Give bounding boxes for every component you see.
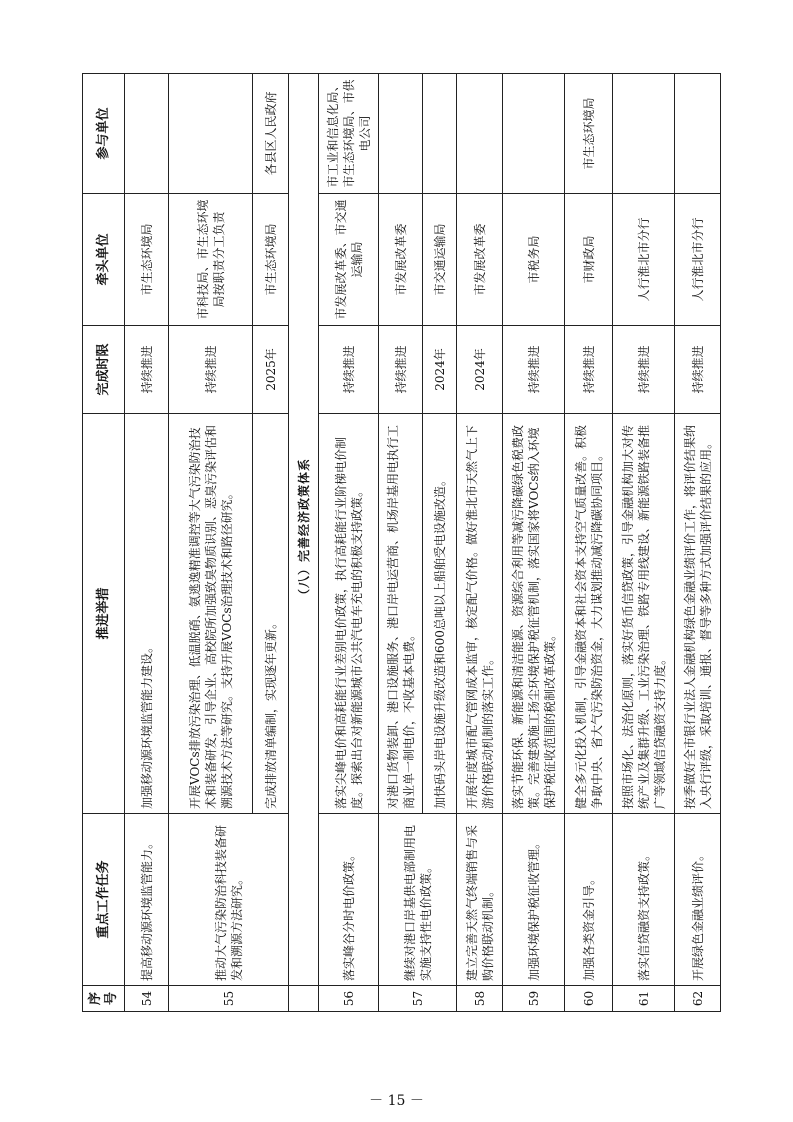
row-task: 加强环境保护税征收管理。 (503, 814, 565, 986)
table-header-row (83, 74, 125, 1012)
header-no: 序号 (83, 986, 125, 1012)
row-no: 60 (565, 986, 613, 1012)
row-measure: 落实尖峰电价和高耗能行业差别电价政策，执行高耗能行业阶梯电价制度。探索出台对新能源城市公共汽电车充电的积极支持政策。 (319, 414, 379, 814)
row-measure: 健全多元化投入机制，引导金融资本和社会资本支持空气质量改善。积极争取中央、省大气污染防治资金，大力谋划推动减污降碳协同项目。 (565, 414, 613, 814)
row-participants (379, 74, 423, 194)
row-task: 推动大气污染防治科技装备研发和溯源方法研究。 (169, 814, 289, 986)
row-deadline: 持续推进 (319, 326, 379, 414)
row-no: 62 (675, 986, 721, 1012)
row-task: 继续对港口岸基供电部制用电实施支持性电价政策。 (379, 814, 457, 986)
row-task: 落实信贷融资支持政策。 (613, 814, 675, 986)
row-measure: 加强移动源环境监管能力建设。 (125, 414, 169, 814)
row-deadline: 持续推进 (379, 326, 423, 414)
table-row (319, 74, 379, 1012)
row-lead: 市发展改革委、市交通运输局 (319, 194, 379, 326)
row-no: 58 (457, 986, 503, 1012)
row-deadline: 2024年 (423, 326, 457, 414)
table-row (169, 74, 253, 1012)
row-participants: 市工业和信息化局、市生态环境局、市供电公司 (319, 74, 379, 194)
table-row (675, 74, 721, 1012)
row-participants (675, 74, 721, 194)
header-participants: 参与单位 (83, 74, 125, 194)
header-task: 重点工作任务 (83, 814, 125, 986)
row-measure: 开展VOCs排放污染治理、低温脱硝、氨逃逸精准调控等大气污染防治技术和装备研发，引导企业、高校院所加强致臭物质识别、恶臭污染评估和溯源技术方法等研究。支持开展VOCs治理技术和路径研究。 (169, 414, 253, 814)
page-number: － 15 － (369, 1093, 424, 1109)
row-no: 54 (125, 986, 169, 1012)
row-measure: 按照市场化、法治化原则，落实好货币信贷政策，引导金融机构加大对传统产业及集群升级、工业污染治理、铁路专用线建设、新能源铁路装备推广等领域信贷融资支持力度。 (613, 414, 675, 814)
row-lead: 人行淮北市分行 (613, 194, 675, 326)
row-lead: 市生态环境局 (125, 194, 169, 326)
row-deadline: 2024年 (457, 326, 503, 414)
row-participants (613, 74, 675, 194)
row-deadline: 持续推进 (503, 326, 565, 414)
row-deadline: 持续推进 (565, 326, 613, 414)
row-task: 落实峰谷分时电价政策。 (319, 814, 379, 986)
row-participants: 市生态环境局 (565, 74, 613, 194)
row-participants (169, 74, 253, 194)
row-measure: 按季做好全市银行业法人金融机构绿色金融业绩评价工作，将评价结果纳入央行评级，采取培训、通报、督导等多种方式加强评价结果的应用。 (675, 414, 721, 814)
row-no: 55 (169, 986, 289, 1012)
table-row (613, 74, 675, 1012)
row-measure: 对港口货物装卸、港口设施服务、港口岸电运营商、机场岸基用电执行工商业单一制电价，不收基本电费。 (379, 414, 423, 814)
row-deadline: 持续推进 (169, 326, 253, 414)
row-participants: 各县区人民政府 (253, 74, 289, 194)
row-no: 59 (503, 986, 565, 1012)
row-task: 开展绿色金融业绩评价。 (675, 814, 721, 986)
row-task: 加强各类资金引导。 (565, 814, 613, 986)
row-lead: 人行淮北市分行 (675, 194, 721, 326)
table-row (379, 74, 423, 1012)
row-task: 建立完善天然气终端销售与采购价格联动机制。 (457, 814, 503, 986)
row-measure: 落实节能环保、新能源和清洁能源、资源综合利用等减污降碳绿色税费政策。完善建筑施工扬尘环境保护税征管机制，落实国家将VOCs纳入环境保护税征收范围的税制改革政策。 (503, 414, 565, 814)
row-lead: 市科技局、市生态环境局按职责分工负责 (169, 194, 253, 326)
row-measure: 完成排放清单编制，实现逐年更新。 (253, 414, 289, 814)
row-deadline: 2025年 (253, 326, 289, 414)
row-task: 提高移动源环境监管能力。 (125, 814, 169, 986)
section-title: （八）完善经济政策体系 (289, 74, 319, 986)
header-measure: 推进举措 (83, 414, 125, 814)
section-row (289, 74, 319, 1012)
row-participants (423, 74, 457, 194)
header-deadline: 完成时限 (83, 326, 125, 414)
row-lead: 市发展改革委 (379, 194, 423, 326)
row-deadline: 持续推进 (613, 326, 675, 414)
row-lead: 市财政局 (565, 194, 613, 326)
row-participants (503, 74, 565, 194)
table-row (457, 74, 503, 1012)
row-lead: 市税务局 (503, 194, 565, 326)
table-row (565, 74, 613, 1012)
row-no: 57 (379, 986, 457, 1012)
row-no: 56 (319, 986, 379, 1012)
header-lead: 牵头单位 (83, 194, 125, 326)
table-row (503, 74, 565, 1012)
row-deadline: 持续推进 (125, 326, 169, 414)
table-row (125, 74, 169, 1012)
row-lead: 市交通运输局 (423, 194, 457, 326)
row-lead: 市发展改革委 (457, 194, 503, 326)
row-deadline: 持续推进 (675, 326, 721, 414)
row-participants (457, 74, 503, 194)
row-measure: 开展年度城市配气管网成本监审，核定配气价格。做好淮北市天然气上下游价格联动机制的落实工作。 (457, 414, 503, 814)
row-measure: 加快码头岸电设施升级改造和600总吨以上船舶受电设施改造。 (423, 414, 457, 814)
row-participants (125, 74, 169, 194)
task-table (82, 73, 721, 1012)
row-no: 61 (613, 986, 675, 1012)
row-lead: 市生态环境局 (253, 194, 289, 326)
